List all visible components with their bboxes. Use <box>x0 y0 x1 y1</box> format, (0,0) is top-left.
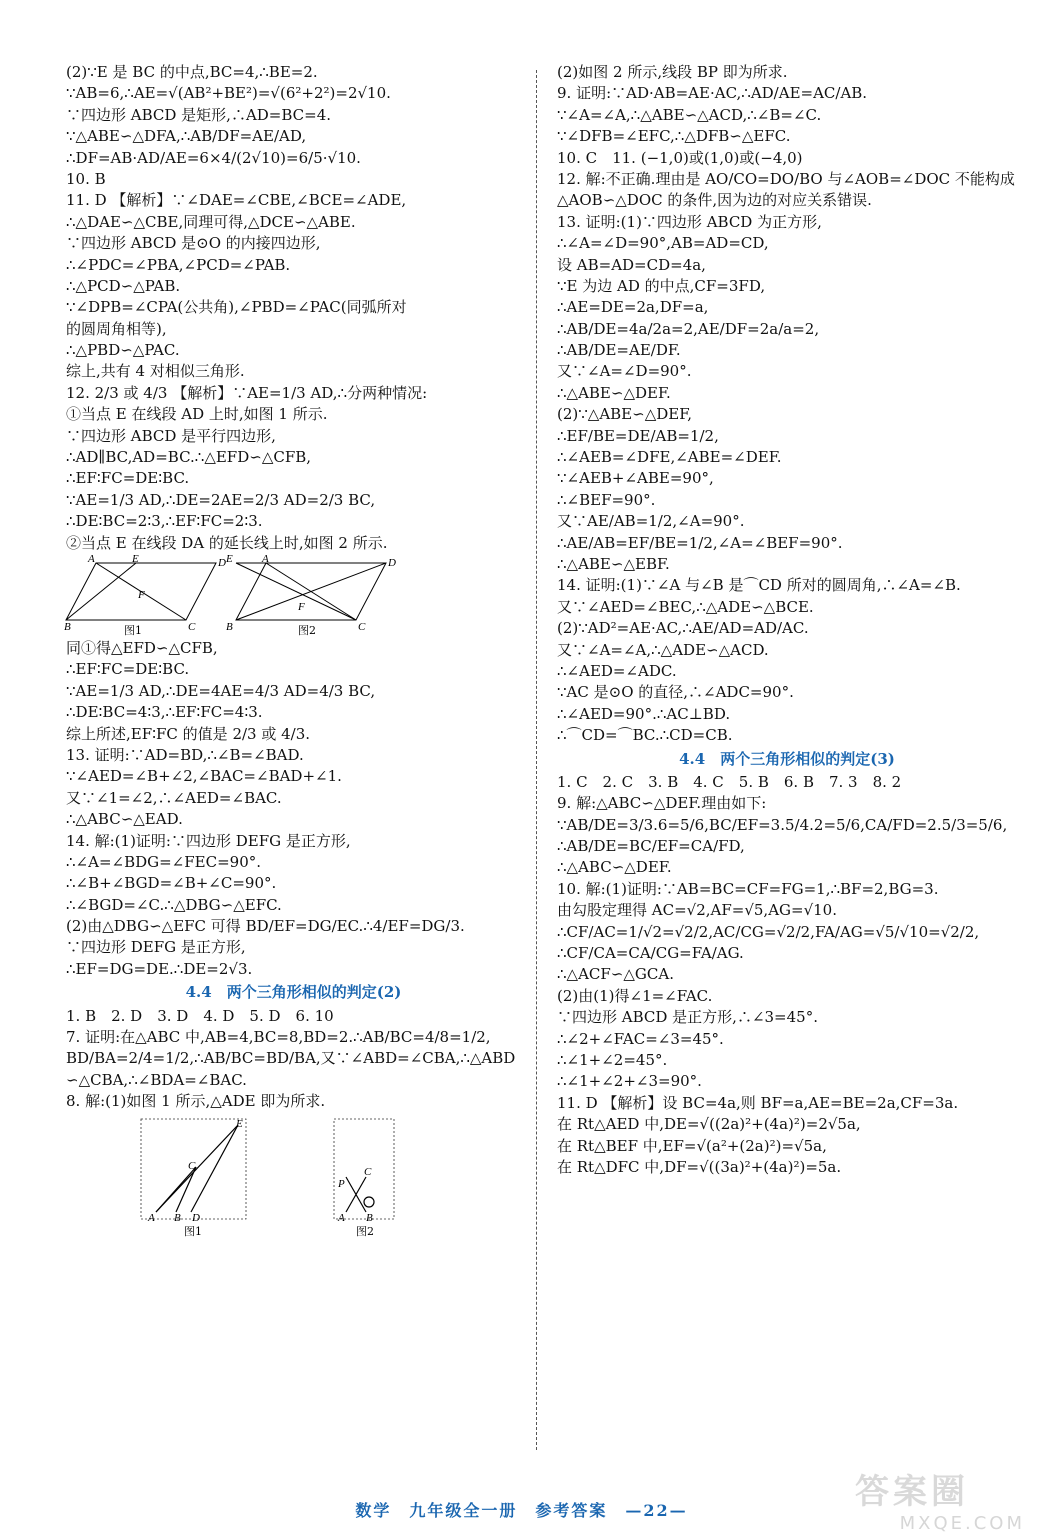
text-line: 同①得△EFD∽△CFB, <box>66 638 218 657</box>
text-line: ∴∠AED=90°.∴AC⊥BD. <box>557 704 731 723</box>
svg-text:D: D <box>218 556 226 569</box>
text-line: 14. 证明:(1)∵∠A 与∠B 是⌒CD 所对的圆周角,∴∠A=∠B. <box>557 576 961 595</box>
text-line: ∵∠DPB=∠CPA(公共角),∠PBD=∠PAC(同弧所对 <box>66 298 407 317</box>
text-line: 综上所述,EF∶FC 的值是 2/3 或 4/3. <box>66 724 311 743</box>
text-line: ∴EF∶FC=DE∶BC. <box>66 660 190 679</box>
left-top-block <box>66 62 521 554</box>
text-line: 1. C 2. C 3. B 4. C 5. B 6. B 7. 3 8. 2 <box>557 772 902 791</box>
svg-text:F: F <box>138 588 145 601</box>
text-line: (2)由(1)得∠1=∠FAC. <box>557 986 713 1005</box>
svg-text:A: A <box>148 1211 155 1224</box>
text-line: ∵∠AEB+∠ABE=90°, <box>557 469 714 488</box>
column-divider <box>536 70 537 1450</box>
svg-text:B: B <box>64 620 71 633</box>
text-line: ∵△ABE∽△DFA,∴AB/DF=AE/AD, <box>66 127 307 146</box>
text-line: 又∵∠AED=∠BEC,∴△ADE∽△BCE. <box>557 597 814 616</box>
text-line: ∴AB/DE=BC/EF=CA/FD, <box>557 837 745 856</box>
left-bottom-block <box>66 1006 521 1113</box>
text-line: 由勾股定理得 AC=√2,AF=√5,AG=√10. <box>557 901 837 920</box>
text-line: ∴EF∶FC=DE∶BC. <box>66 469 190 488</box>
text-line: ∴∠2+∠FAC=∠3=45°. <box>557 1029 724 1048</box>
svg-text:C: C <box>364 1165 372 1178</box>
svg-text:D: D <box>192 1211 200 1224</box>
text-line: 9. 解:△ABC∽△DEF.理由如下: <box>557 794 767 813</box>
text-line: 综上,共有 4 对相似三角形. <box>66 362 245 381</box>
text-line: ∵E 为边 AD 的中点,CF=3FD, <box>557 276 766 295</box>
svg-text:A: A <box>88 552 95 565</box>
fig8-label-1: 图1 <box>184 1224 202 1238</box>
svg-text:F: F <box>298 600 305 613</box>
text-line: ∴EF=DG=DE.∴DE=2√3. <box>66 959 253 978</box>
section-heading-2: 4.4 两个三角形相似的判定(2) <box>185 983 402 1002</box>
text-line: ∴AE/AB=EF/BE=1/2,∠A=∠BEF=90°. <box>557 533 843 552</box>
text-line: 10. B <box>66 169 106 188</box>
svg-text:C: C <box>188 1159 196 1172</box>
text-line: 11. D 【解析】∵∠DAE=∠CBE,∠BCE=∠ADE, <box>66 191 407 210</box>
text-line: ∵AE=1/3 AD,∴DE=4AE=4/3 AD=4/3 BC, <box>66 681 376 700</box>
text-line: ∴∠PDC=∠PBA,∠PCD=∠PAB. <box>66 255 291 274</box>
text-line: ∽△CBA,∴∠BDA=∠BAC. <box>66 1070 247 1089</box>
text-line: 又∵∠1=∠2,∴∠AED=∠BAC. <box>66 788 282 807</box>
fig12-label-1: 图1 <box>124 623 142 637</box>
text-line: △AOB∽△DOC 的条件,因为边的对应关系错误. <box>557 191 872 210</box>
text-line: ∴∠1+∠2+∠3=90°. <box>557 1072 702 1091</box>
text-line: 14. 解:(1)证明:∵四边形 DEFG 是正方形, <box>66 831 351 850</box>
right-bottom-block <box>557 772 1017 1178</box>
text-line: ∴∠1+∠2=45°. <box>557 1050 668 1069</box>
text-line: 的圆周角相等), <box>66 319 167 338</box>
svg-text:B: B <box>366 1211 373 1224</box>
text-line: ∴∠A=∠D=90°,AB=AD=CD, <box>557 234 769 253</box>
svg-text:P: P <box>338 1177 345 1190</box>
text-line: ∴△PCD∽△PAB. <box>66 276 181 295</box>
text-line: ∵∠DFB=∠EFC,∴△DFB∽△EFC. <box>557 127 791 146</box>
right-top-block <box>557 62 1017 747</box>
svg-text:E: E <box>132 552 139 565</box>
text-line: ∴DF=AB·AD/AE=6×4/(2√10)=6/5·√10. <box>66 148 361 167</box>
text-line: ∴AB/DE=4a/2a=2,AE/DF=2a/a=2, <box>557 319 820 338</box>
text-line: ∴CF/AC=1/√2=√2/2,AC/CG=√2/2,FA/AG=√5/√10=√2/2, <box>557 922 980 941</box>
text-line: 8. 解:(1)如图 1 所示,△ADE 即为所求. <box>66 1092 326 1111</box>
text-line: ∵∠AED=∠B+∠2,∠BAC=∠BAD+∠1. <box>66 767 342 786</box>
section-heading-3: 4.4 两个三角形相似的判定(3) <box>679 749 895 768</box>
text-line: ∵AB=6,∴AE=√(AB²+BE²)=√(6²+2²)=2√10. <box>66 84 391 103</box>
text-line: (2)如图 2 所示,线段 BP 即为所求. <box>557 63 788 81</box>
text-line: ∴∠A=∠BDG=∠FEC=90°. <box>66 852 262 871</box>
text-line: ∴△DAE∽△CBE,同理可得,△DCE∽△ABE. <box>66 212 356 231</box>
text-line: ①当点 E 在线段 AD 上时,如图 1 所示. <box>66 405 328 424</box>
svg-text:E: E <box>236 1117 243 1130</box>
text-line: 7. 证明:在△ABC 中,AB=4,BC=8,BD=2.∴AB/BC=4/8=1/2, <box>66 1028 491 1047</box>
text-line: 10. 解:(1)证明:∵AB=BC=CF=FG=1,∴BF=2,BG=3. <box>557 879 939 898</box>
text-line: ∴DE∶BC=2∶3,∴EF∶FC=2∶3. <box>66 512 263 531</box>
text-line: (2)∵E 是 BC 的中点,BC=4,∴BE=2. <box>66 63 318 81</box>
text-line: ∴∠AEB=∠DFE,∠ABE=∠DEF. <box>557 448 782 467</box>
text-line: ∴∠BEF=90°. <box>557 490 656 509</box>
watermark-logo <box>855 1464 1025 1534</box>
text-line: ∵四边形 ABCD 是正方形,∴∠3=45°. <box>557 1008 818 1027</box>
text-line: ∴EF/BE=DE/AB=1/2, <box>557 426 719 445</box>
right-column <box>557 62 1017 1178</box>
svg-text:A: A <box>262 552 269 565</box>
svg-text:D: D <box>388 556 396 569</box>
text-line: ∵四边形 DEFG 是正方形, <box>66 938 246 957</box>
text-line: ∴△ABC∽△DEF. <box>557 858 672 877</box>
svg-text:E: E <box>226 552 233 565</box>
text-line: ∵AB/DE=3/3.6=5/6,BC/EF=3.5/4.2=5/6,CA/FD=2.5/3=5/6, <box>557 815 1008 834</box>
fig8-label-2: 图2 <box>356 1224 374 1238</box>
text-line: 又∵∠A=∠A,∴△ADE∽△ACD. <box>557 640 769 659</box>
text-line: ∴△ABE∽△EBF. <box>557 554 670 573</box>
svg-text:C: C <box>358 620 366 633</box>
text-line: ∴△ABC∽△EAD. <box>66 810 183 829</box>
text-line: 10. C 11. (−1,0)或(1,0)或(−4,0) <box>557 148 803 167</box>
text-line: ∴AE=DE=2a,DF=a, <box>557 298 709 317</box>
figure-12-parallelograms <box>64 552 396 637</box>
text-line: 1. B 2. D 3. D 4. D 5. D 6. 10 <box>66 1006 334 1025</box>
left-middle-block <box>66 638 521 980</box>
text-line: 13. 证明:∵AD=BD,∴∠B=∠BAD. <box>66 745 304 764</box>
fig12-label-2: 图2 <box>298 623 316 637</box>
text-line: ②当点 E 在线段 DA 的延长线上时,如图 2 所示. <box>66 533 388 552</box>
text-line: ∴⌒CD=⌒BC.∴CD=CB. <box>557 726 733 745</box>
text-line: 12. 2/3 或 4/3 【解析】∵AE=1/3 AD,∴分两种情况: <box>66 383 428 402</box>
text-line: ∴CF/CA=CA/CG=FA/AG. <box>557 944 744 963</box>
svg-text:B: B <box>174 1211 181 1224</box>
text-line: ∵四边形 ABCD 是矩形,∴AD=BC=4. <box>66 105 332 124</box>
text-line: 在 Rt△BEF 中,EF=√(a²+(2a)²)=√5a, <box>557 1136 827 1155</box>
text-line: ∴∠BGD=∠C.∴△DBG∽△EFC. <box>66 895 282 914</box>
text-line: ∴AD∥BC,AD=BC.∴△EFD∽△CFB, <box>66 448 312 467</box>
text-line: ∴∠B+∠BGD=∠B+∠C=90°. <box>66 874 277 893</box>
text-line: ∵四边形 ABCD 是平行四边形, <box>66 426 276 445</box>
text-line: BD/BA=2/4=1/2,∴AB/BC=BD/BA,又∵∠ABD=∠CBA,∴△ABD <box>66 1049 516 1068</box>
text-line: (2)∵AD²=AE·AC,∴AE/AD=AD/AC. <box>557 619 809 638</box>
text-line: (2)由△DBG∽△EFC 可得 BD/EF=DG/EC.∴4/EF=DG/3. <box>66 917 465 936</box>
text-line: 在 Rt△DFC 中,DF=√((3a)²+(4a)²)=5a. <box>557 1157 842 1176</box>
text-line: ∴AB/DE=AE/DF. <box>557 341 681 360</box>
text-line: ∵∠A=∠A,∴△ABE∽△ACD,∴∠B=∠C. <box>557 105 822 124</box>
text-line: 13. 证明:(1)∵四边形 ABCD 为正方形, <box>557 212 822 231</box>
text-line: ∵四边形 ABCD 是⊙O 的内接四边形, <box>66 234 321 253</box>
watermark-small: MXQE.COM <box>899 1513 1025 1534</box>
svg-text:A: A <box>338 1211 345 1224</box>
text-line: ∴△ACF∽△GCA. <box>557 965 674 984</box>
text-line: 在 Rt△AED 中,DE=√((2a)²+(4a)²)=2√5a, <box>557 1115 861 1134</box>
text-line: ∴△ABE∽△DEF. <box>557 383 671 402</box>
svg-text:C: C <box>188 620 196 633</box>
text-line: 12. 解:不正确.理由是 AO/CO=DO/BO 与∠AOB=∠DOC 不能构成 <box>557 169 1015 188</box>
text-line: 11. D 【解析】设 BC=4a,则 BF=a,AE=BE=2a,CF=3a. <box>557 1093 959 1112</box>
text-line: 设 AB=AD=CD=4a, <box>557 255 706 274</box>
text-line: ∴△PBD∽△PAC. <box>66 341 180 360</box>
text-line: (2)∵△ABE∽△DEF, <box>557 405 693 424</box>
figure-8-grids <box>66 1117 406 1237</box>
text-line: 9. 证明:∵AD·AB=AE·AC,∴AD/AE=AC/AB. <box>557 84 868 103</box>
text-line: ∴∠AED=∠ADC. <box>557 661 677 680</box>
text-line: ∵AE=1/3 AD,∴DE=2AE=2/3 AD=2/3 BC, <box>66 490 376 509</box>
watermark-big: 答案圈 <box>855 1472 969 1512</box>
text-line: 又∵AE/AB=1/2,∠A=90°. <box>557 512 745 531</box>
page-footer: 数学 九年级全一册 参考答案 —22— <box>355 1501 688 1520</box>
text-line: ∵AC 是⊙O 的直径,∴∠ADC=90°. <box>557 683 794 702</box>
text-line: ∴DE∶BC=4∶3,∴EF∶FC=4∶3. <box>66 703 263 722</box>
left-column <box>66 62 521 1241</box>
text-line: 又∵∠A=∠D=90°. <box>557 362 692 381</box>
svg-text:B: B <box>226 620 233 633</box>
